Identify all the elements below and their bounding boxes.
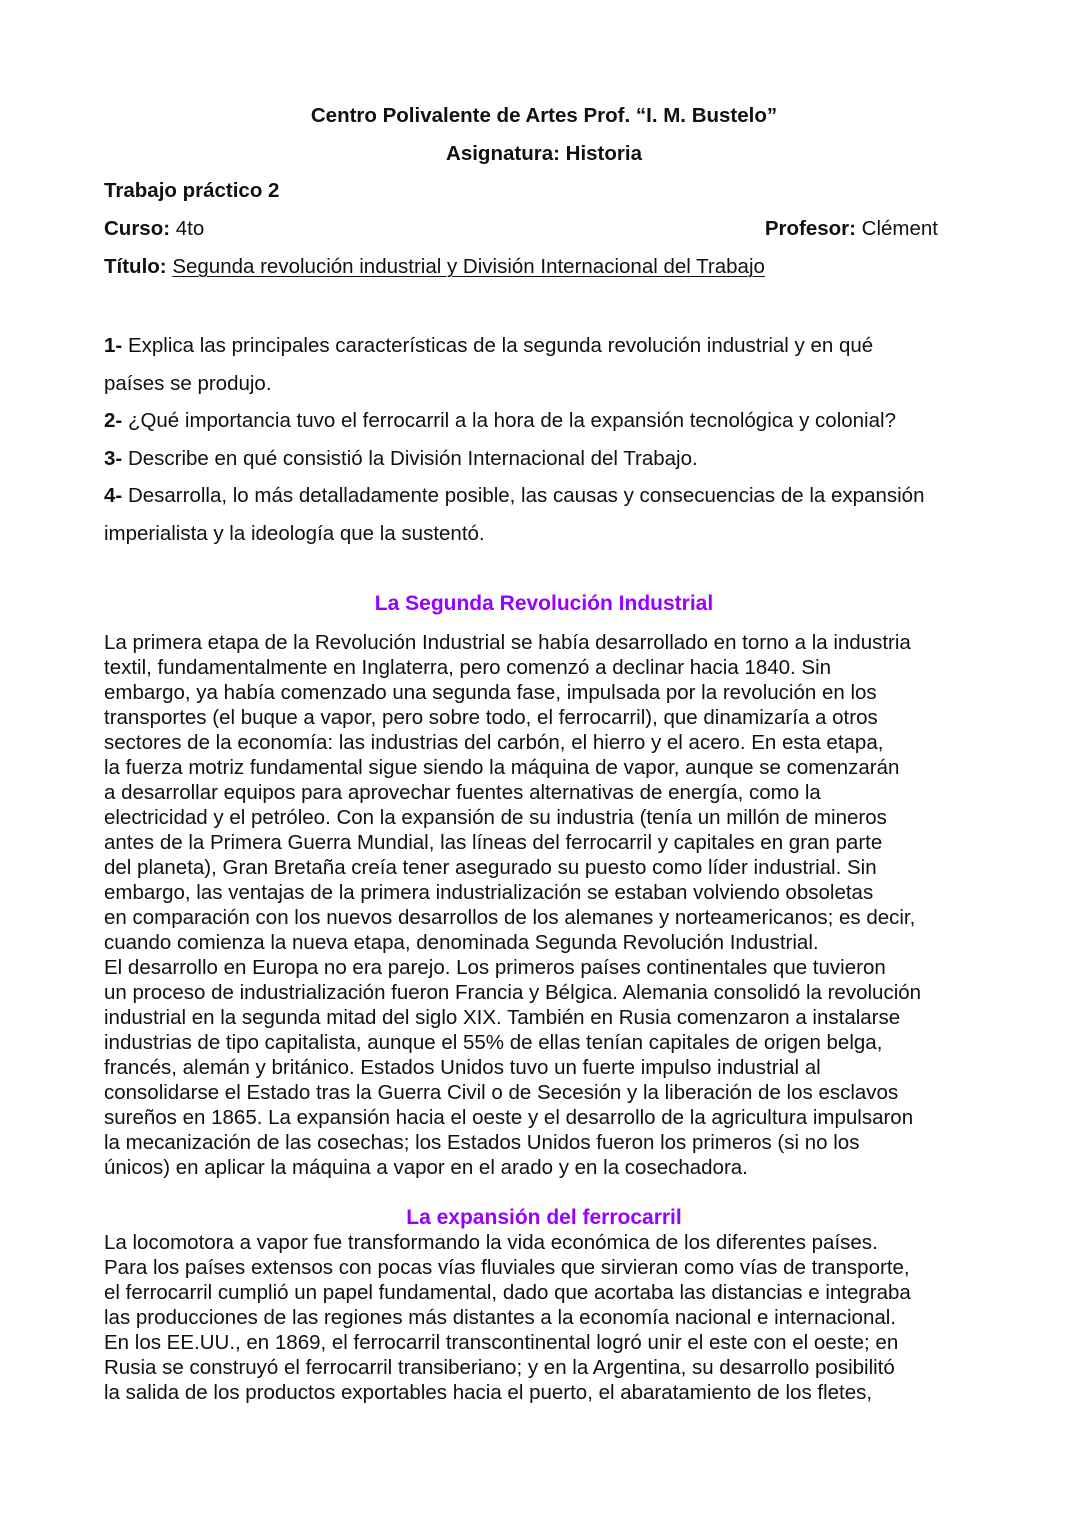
text-line: Para los países extensos con pocas vías fluviales que sirvieran como vías de transporte, [104, 1256, 910, 1279]
teacher-field [765, 215, 938, 243]
question-number: 2- [104, 409, 123, 432]
subject-label: Asignatura: [446, 142, 560, 165]
question-number: 1- [104, 334, 123, 357]
school-name: Centro Polivalente de Artes Prof. “I. M. Bustelo” [310, 104, 778, 127]
text-line: únicos) en aplicar la máquina a vapor en el arado y en la cosechadora. [104, 1156, 748, 1179]
text-line: electricidad y el petróleo. Con la expansión de su industria (tenía un millón de mineros [104, 806, 887, 829]
subject-line [104, 140, 984, 168]
text-line: cuando comienza la nueva etapa, denominada Segunda Revolución Industrial. [104, 931, 819, 954]
text-line: Rusia se construyó el ferrocarril transiberiano; y en la Argentina, su desarrollo posibilitó [104, 1356, 895, 1379]
text-line: la mecanización de las cosechas; los Estados Unidos fueron los primeros (si no los [104, 1131, 860, 1154]
text-line: el ferrocarril cumplió un papel fundamental, dado que acortaba las distancias e integraba [104, 1281, 911, 1304]
question-number: 4- [104, 484, 123, 507]
question-text: Describe en qué consistió la División Internacional del Trabajo. [127, 446, 698, 470]
paragraph-2 [104, 955, 984, 1180]
text-line: consolidarse el Estado tras la Guerra Civil o de Secesión y la liberación de los esclavos [104, 1081, 899, 1104]
question-4 [104, 477, 984, 552]
text-line: antes de la Primera Guerra Mundial, las líneas del ferrocarril y capitales en gran parte [104, 831, 883, 854]
question-text: Desarrolla, lo más detalladamente posible, las causas y consecuencias de la expansión [127, 484, 925, 507]
text-line: industrias de tipo capitalista, aunque el 55% de ellas tenían capitales de origen belga, [104, 1031, 883, 1054]
question-number: 3- [104, 446, 123, 470]
course-label: Curso: [104, 217, 171, 240]
teacher-label: Profesor: [764, 217, 856, 240]
question-text: ¿Qué importancia tuvo el ferrocarril a la hora de la expansión tecnológica y colonial? [127, 409, 896, 432]
text-line: La locomotora a vapor fue transformando la vida económica de los diferentes países. [104, 1231, 878, 1254]
question-2 [104, 402, 984, 440]
paragraph-3 [104, 1230, 984, 1405]
question-text: países se produjo. [104, 371, 272, 395]
title-label: Título: [104, 255, 167, 278]
section-heading-segunda-revolucion: La Segunda Revolución Industrial [374, 592, 714, 615]
text-line: sectores de la economía: las industrias del carbón, el hierro y el acero. En esta etapa, [104, 731, 884, 754]
text-line: del planeta), Gran Bretaña creía tener asegurado su puesto como líder industrial. Sin [104, 856, 877, 879]
text-line: en comparación con los nuevos desarrollos de los alemanes y norteamericanos; es decir, [104, 906, 916, 929]
teacher-value: Clément [861, 217, 938, 240]
question-text: Explica las principales características de la segunda revolución industrial y en qué [127, 334, 874, 357]
question-text: imperialista y la ideología que la sustentó. [104, 521, 485, 545]
section-heading-ferrocarril: La expansión del ferrocarril [406, 1206, 682, 1229]
text-line: la fuerza motriz fundamental sigue siendo la máquina de vapor, aunque se comenzarán [104, 756, 900, 779]
course-value: 4to [175, 217, 205, 240]
question-3 [104, 440, 984, 478]
text-line: transportes (el buque a vapor, pero sobre todo, el ferrocarril), que dinamizaría a otros [104, 706, 878, 729]
subject-value: Historia [565, 142, 642, 165]
title-value: Segunda revolución industrial y División Internacional del Trabajo [172, 255, 765, 278]
questions-list [104, 327, 984, 552]
title-line [104, 253, 984, 281]
text-line: industrial en la segunda mitad del siglo XIX. También en Rusia comenzaron a instalarse [104, 1006, 901, 1029]
text-line: sureños en 1865. La expansión hacia el oeste y el desarrollo de la agricultura impulsaron [104, 1106, 914, 1129]
paragraph-1 [104, 630, 984, 955]
text-line: un proceso de industrialización fueron Francia y Bélgica. Alemania consolidó la revolución [104, 981, 922, 1004]
text-line: embargo, ya había comenzado una segunda fase, impulsada por la revolución en los [104, 681, 877, 704]
text-line: En los EE.UU., en 1869, el ferrocarril transcontinental logró unir el este con el oeste; en [104, 1331, 899, 1354]
text-line: La primera etapa de la Revolución Industrial se había desarrollado en torno a la industria [104, 631, 911, 654]
text-line: a desarrollar equipos para aprovechar fuentes alternativas de energía, como la [104, 781, 821, 804]
text-line: textil, fundamentalmente en Inglaterra, pero comenzó a declinar hacia 1840. Sin [104, 656, 832, 679]
text-line: El desarrollo en Europa no era parejo. Los primeros países continentales que tuvieron [104, 956, 886, 979]
question-1 [104, 327, 984, 402]
text-line: la salida de los productos exportables hacia el puerto, el abaratamiento de los fletes, [104, 1381, 873, 1404]
text-line: las producciones de las regiones más distantes a la economía nacional e internacional. [104, 1306, 897, 1329]
text-line: francés, alemán y británico. Estados Unidos tuvo un fuerte impulso industrial al [104, 1056, 821, 1079]
course-teacher-line [104, 215, 984, 243]
work-title: Trabajo práctico 2 [104, 179, 280, 202]
text-line: embargo, las ventajas de la primera industrialización se estaban volviendo obsoletas [104, 881, 874, 904]
